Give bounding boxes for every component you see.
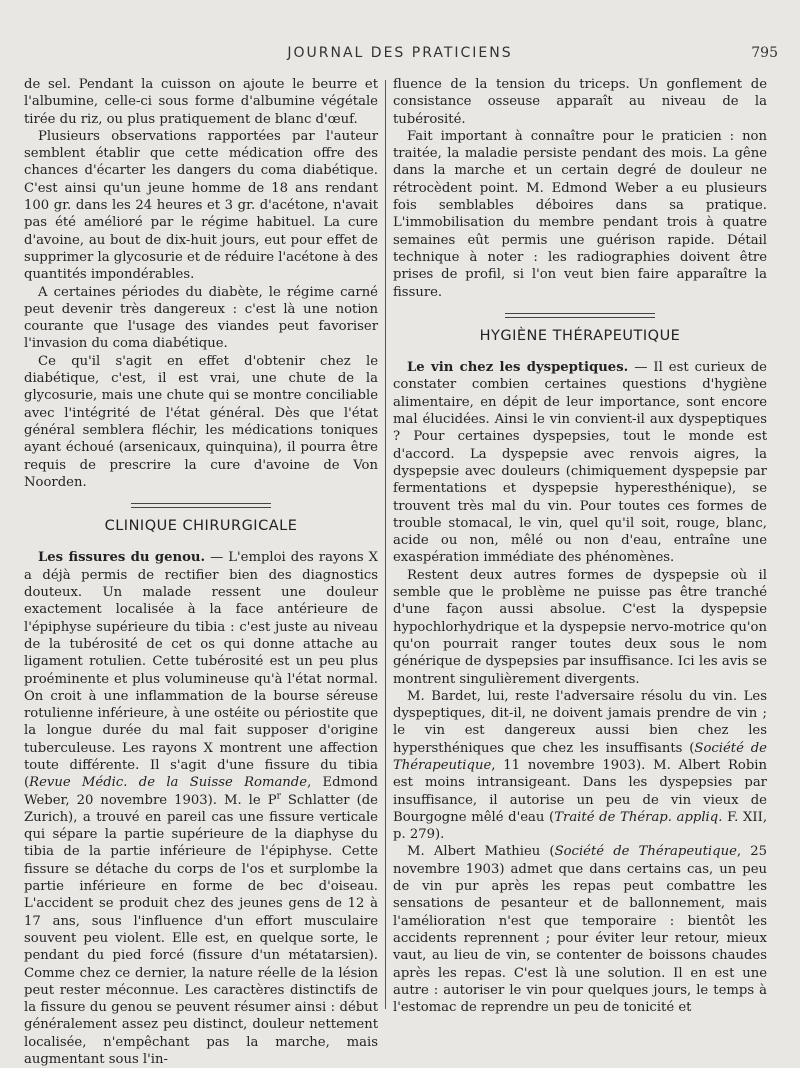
citation: Société de Thérapeutique [554,844,737,860]
paragraph: Restent deux autres formes de dyspepsie où il semble que le problème ne puisse pas être tranché d'une façon aussi absolue. C'est la dyspepsie hypochlorhydrique et la dyspepsie nervo-motrice qu'on qu'on pourrait ranger toutes deux sous le nom générique de dyspepsies par insuffisance. Ici les avis se montrent singulièrement divergents. [393,567,767,687]
paragraph: Fait important à connaître pour le praticien : non traitée, la maladie persiste pendant des mois. La gêne dans la marche et un certain degré de douleur ne rétrocèdent point. M. Edmond Weber a eu plusieurs fois semblables déboires dans sa pratique. L'immobilisation du membre pendant trois à quatre semaines eût permis une guérison rapide. Détail technique à noter : les radiographies doivent être prises de profil, si l'on veut bien faire apparaître la fissure. [393,128,767,300]
section-heading-clinique: CLINIQUE CHIRURGICALE [24,503,378,535]
page-number: 795 [751,45,778,61]
text-run: , Edmond Weber, 20 novembre 1903). M. le P [24,775,378,808]
journal-title: JOURNAL DES PRATICIENS [287,45,513,61]
text-run: M. Bardet, lui, reste l'adversaire résolu du vin. Les dyspeptiques, dit-il, ne doivent jamais prendre de vin ; le vin est dangereux aussi bien chez les hypersthéniques que chez les insuffisants ( [393,688,767,756]
paragraph-mathieu [393,843,767,1016]
column-divider [385,80,386,1009]
citation: Société de Thérapeutique [393,740,767,773]
paragraph: A certaines périodes du diabète, le régime carné peut devenir très dangereux : c'est là une notion courante que l'usage des viandes peut favoriser l'invasion du coma diabétique. [24,284,378,352]
paragraph: fluence de la tension du triceps. Un gonflement de consistance osseuse apparaît au niveau de la tubérosité. [393,77,767,127]
article-lead: Les fissures du genou. [38,550,206,566]
left-column [24,76,378,1068]
citation: Traité de Thérap. appliq. [554,809,723,825]
text-run: — L'emploi des rayons X a déjà permis de rectifier bien des diagnostics douteux. Un malade ressent une douleur exactement localisée à la face antérieure de l'épiphyse supérieure du tibia : c'est juste au niveau de la tubérosité de cet os qui donne attache au ligament rotulien. Cette tubérosité est un peu plus proéminente et plus volumineuse qu'à l'état normal. On croit à une inflammation de la bourse séreuse rotulienne inférieure, à une ostéite ou périostite que la longue durée du mal fait supposer d'origine tuberculeuse. Les rayons X montrent une affection toute différente. Il s'agit d'une fissure du tibia ( [24,550,379,791]
paragraph: de sel. Pendant la cuisson on ajoute le beurre et l'albumine, celle-ci sous forme d'albumine végétale tirée du riz, ou plus pratiquement de blanc d'œuf. [24,77,378,127]
text-run: , 11 novembre 1903). M. Albert Robin est moins intransigeant. Dans les dyspepsies par insuffisance, il autorise un peu de vin vieux de Bourgogne mêlé d'eau ( [393,757,767,825]
paragraph-bardet [393,688,767,844]
paragraph: Ce qu'il s'agit en effet d'obtenir chez le diabétique, c'est, il est vrai, une chute de la glycosurie, mais une chute qui se montre conciliable avec l'intégrité de l'état général. Dès que l'état général semblera fléchir, les médications toniques ayant échoué (arsenicaux, quinquina), il pourra être requis de prescrire la cure d'avoine de Von Noorden. [24,353,378,490]
paragraph-vin [393,359,767,567]
right-column [393,76,767,1016]
text-run: M. Albert Mathieu ( [407,844,555,860]
superscript: r [276,791,281,802]
paragraph-fissures [24,549,378,1068]
text-run: — Il est curieux de constater combien certaines questions d'hygiène alimentaire, en dépit de leur importance, sont encore mal élucidées. Ainsi le vin convient-il aux dyspeptiques ? Pour certaines dyspepsies, tout le monde est d'accord. La dyspepsie avec renvois aigres, la dyspepsie avec douleurs (chimiquement dyspepsie par fermentations et dyspepsie hyperesthénique), se trouvent très mal du vin. Pour toutes ces formes de trouble stomacal, le vin, quel qu'il soit, rouge, blanc, acide ou non, mêlé ou non d'eau, entraîne une exaspération immédiate des phénomènes. [393,360,767,566]
paragraph: Plusieurs observations rapportées par l'auteur semblent établir que cette médication offre des chances d'écarter les dangers du coma diabétique. C'est ainsi qu'un jeune homme de 18 ans rendant 100 gr. dans les 24 heures et 3 gr. d'acétone, n'avait pas été amélioré par le régime habituel. La cure d'avoine, au bout de dix-huit jours, eut pour effet de supprimer la glycosurie et de réduire l'acétone à des quantités impondérables. [24,128,378,283]
running-head [0,45,800,67]
text-run: F. XII, p. 279). [393,809,768,843]
text-run: Schlatter (de Zurich), a trouvé en pareil cas une fissure verticale qui sépare la partie supérieure de la diaphyse du tibia de la partie inférieure de l'épiphyse. Cette fissure se détache du corps de l'os et surplombe la partie inférieure en forme de bec d'oiseau. L'accident se produit chez des jeunes gens de 12 à 17 ans, sous l'influence d'un effort musculaire souvent peu violent. Elle est, en quelque sorte, le pendant du pied forcé (fissure d'un métatarsien). Comme chez ce dernier, la nature réelle de la lésion peut rester méconnue. Les caractères distinctifs de la fissure du genou se peuvent résumer ainsi : début généralement assez peu distinct, douleur nettement localisée, n'empêchant pas la marche, mais augmentant sous l'in- [24,792,378,1068]
section-heading-hygiene: HYGIÈNE THÉRAPEUTIQUE [393,313,767,345]
text-run: , 25 novembre 1903) admet que dans certains cas, un peu de vin pur après les repas peut combattre les sensations de pesanteur et de ballonnement, mais l'amélioration n'est que temporaire : bientôt les accidents reprennent ; pour éviter leur retour, mieux vaut, au lieu de vin, se contenter de boissons chaudes après les repas. C'est là une solution. Il en est une autre : autoriser le vin pour quelques jours, le temps à l'estomac de reprendre un peu de tonicité et [393,844,768,1016]
citation: Revue Médic. de la Suisse Romande [29,775,308,791]
article-lead: Le vin chez les dyspeptiques. [407,360,629,376]
